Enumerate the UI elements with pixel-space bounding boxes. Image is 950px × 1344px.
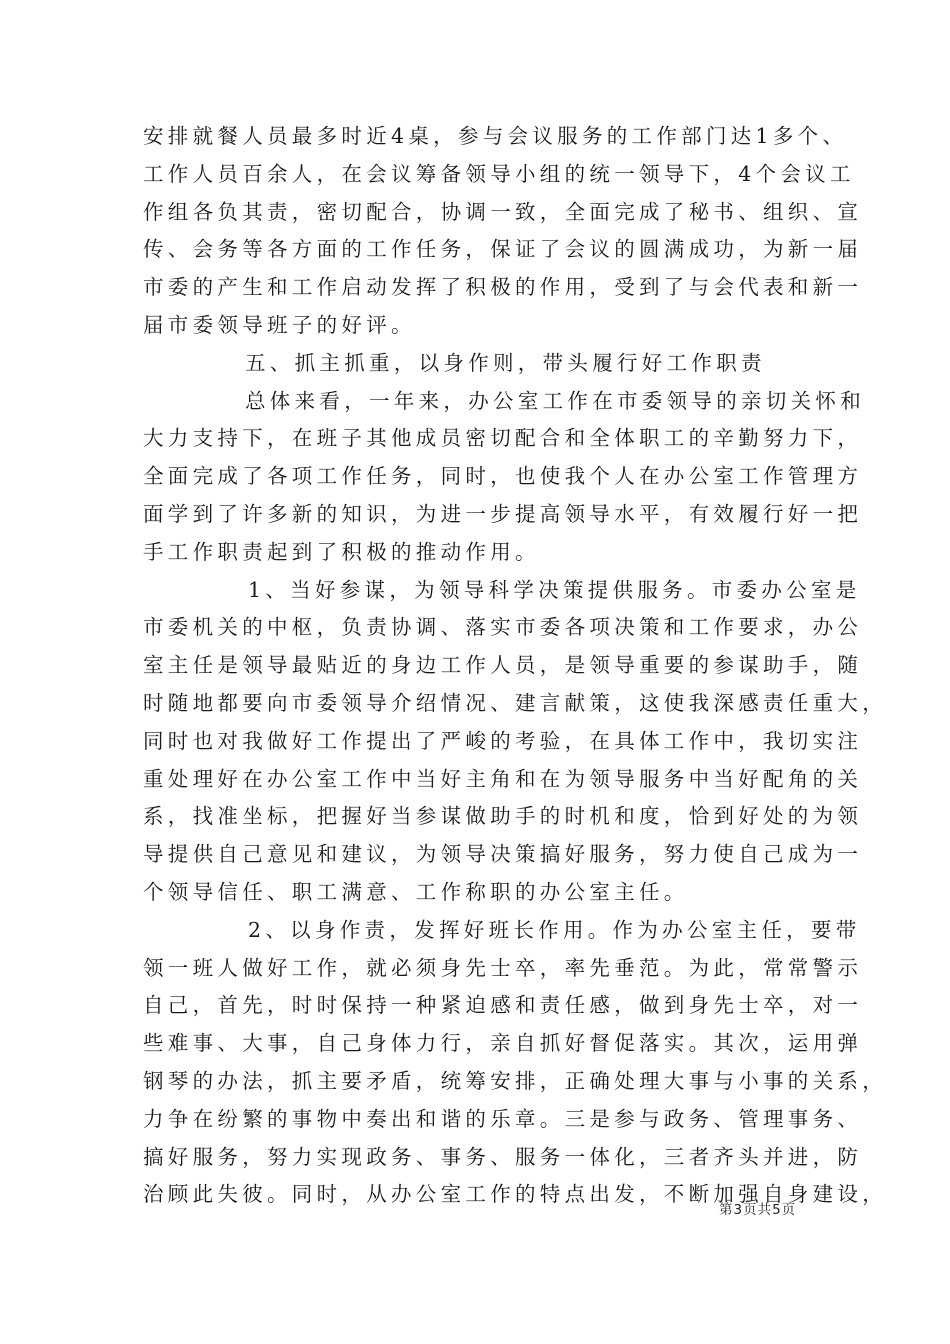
text-line: 面学到了许多新的知识，为进一步提高领导水平，有效履行好一把 (143, 501, 863, 526)
text-line: 重处理好在办公室工作中当好主角和在为领导服务中当好配角的关 (143, 766, 863, 791)
text-line: 工作人员百余人，在会议筹备领导小组的统一领导下，4个会议工 (143, 161, 855, 186)
text-line: 钢琴的办法，抓主要矛盾，统筹安排，正确处理大事与小事的关系， (143, 1068, 887, 1093)
text-line: 市委机关的中枢，负责协调、落实市委各项决策和工作要求，办公 (143, 615, 863, 640)
text-line: 室主任是领导最贴近的身边工作人员，是领导重要的参谋助手，随 (143, 653, 863, 678)
text-line: 传、会务等各方面的工作任务，保证了会议的圆满成功，为新一届 (143, 237, 863, 262)
text-line: 领一班人做好工作，就必须身先士卒，率先垂范。为此，常常警示 (143, 955, 863, 980)
text-line: 治顾此失彼。同时，从办公室工作的特点出发，不断加强自身建设， (143, 1182, 887, 1207)
numbered-paragraph-start: 2、以身作责，发挥好班长作用。作为办公室主任，要带 (248, 917, 861, 942)
text-line: 市委的产生和工作启动发挥了积极的作用，受到了与会代表和新一 (143, 275, 863, 300)
text-line: 手工作职责起到了积极的推动作用。 (143, 539, 540, 564)
section-heading: 五、抓主抓重，以身作则，带头履行好工作职责 (245, 350, 766, 375)
text-line: 同时也对我做好工作提出了严峻的考验，在具体工作中，我切实注 (143, 728, 863, 753)
text-line: 全面完成了各项工作任务，同时，也使我个人在办公室工作管理方 (143, 464, 863, 489)
text-line: 搞好服务，努力实现政务、事务、服务一体化，三者齐头并进，防 (143, 1144, 863, 1169)
text-line: 力争在纷繁的事物中奏出和谐的乐章。三是参与政务、管理事务、 (143, 1106, 863, 1131)
page-number: 第3页共5页 (719, 1202, 797, 1218)
paragraph-start: 总体来看，一年来，办公室工作在市委领导的亲切关怀和 (245, 388, 865, 413)
text-line: 个领导信任、职工满意、工作称职的办公室主任。 (143, 879, 689, 904)
text-line: 安排就餐人员最多时近4桌，参与会议服务的工作部门达1多个、 (143, 124, 848, 148)
text-line: 些难事、大事，自己身体力行，亲自抓好督促落实。其次，运用弹 (143, 1031, 863, 1056)
text-line: 系，找准坐标，把握好当参谋做助手的时机和度，恰到好处的为领 (143, 804, 863, 829)
text-line: 自己，首先，时时保持一种紧迫感和责任感，做到身先士卒，对一 (143, 993, 863, 1018)
text-line: 导提供自己意见和建议，为领导决策搞好服务，努力使自己成为一 (143, 842, 863, 867)
text-line: 大力支持下，在班子其他成员密切配合和全体职工的辛勤努力下， (143, 426, 863, 451)
text-line: 时随地都要向市委领导介绍情况、建言献策，这使我深感责任重大， (143, 690, 887, 715)
text-line: 作组各负其责，密切配合，协调一致，全面完成了秘书、组织、宣 (143, 199, 863, 224)
text-line: 届市委领导班子的好评。 (143, 312, 416, 337)
numbered-paragraph-start: 1、当好参谋，为领导科学决策提供服务。市委办公室是 (248, 577, 861, 602)
body-text (143, 118, 887, 1214)
